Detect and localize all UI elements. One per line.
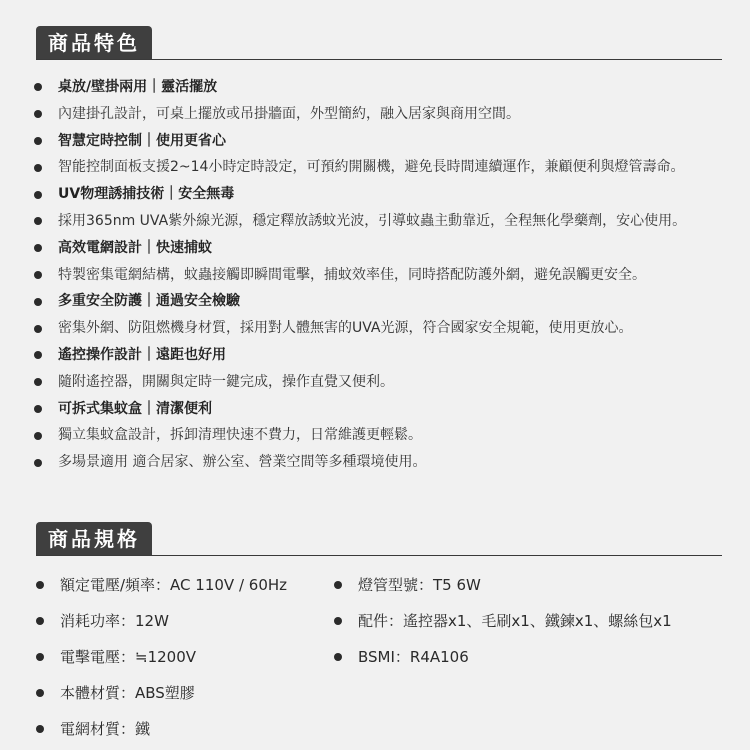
spec-item-left: [36, 606, 169, 636]
bullet-icon: [34, 271, 42, 279]
bullet-icon: [34, 432, 42, 440]
bullet-icon: [34, 351, 42, 359]
feature-text: UV物理誘捕技術｜安全無毒: [58, 186, 235, 203]
feature-text: 獨立集蚊盒設計，拆卸清理快速不費力，日常維護更輕鬆。: [58, 427, 422, 444]
bullet-icon: [34, 459, 42, 467]
feature-text: 智能控制面板支援2~14小時定時設定，可預約開關機，避免長時間連續運作，兼顧便利與燈管壽命。: [58, 159, 685, 176]
bullet-icon: [34, 298, 42, 306]
feature-text: 多場景適用 適合居家、辦公室、營業空間等多種環境使用。: [58, 454, 427, 471]
feature-heading: [34, 342, 734, 369]
feature-text: 智慧定時控制｜使用更省心: [58, 132, 226, 149]
bullet-icon: [36, 725, 44, 733]
spec-text: 額定電壓/頻率：AC 110V / 60Hz: [60, 576, 288, 594]
spec-item-right: [334, 606, 672, 636]
feature-text: 高效電網設計｜快速捕蚊: [58, 239, 212, 256]
spec-text: 配件：遙控器x1、毛刷x1、鐵鍊x1、螺絲包x1: [358, 612, 672, 630]
feature-description: [34, 369, 734, 396]
feature-heading: [34, 288, 734, 315]
spec-text: 電擊電壓：≒1200V: [60, 648, 197, 666]
feature-text: 桌放/壁掛兩用｜靈活擺放: [58, 79, 218, 95]
spec-text: 電網材質：鐵: [60, 720, 151, 738]
spec-text: BSMI：R4A106: [358, 648, 469, 666]
feature-text: 隨附遙控器，開關與定時一鍵完成，操作直覺又便利。: [58, 373, 394, 390]
feature-heading: [34, 128, 734, 155]
feature-text: 多重安全防護｜通過安全檢驗: [58, 293, 240, 310]
bullet-icon: [34, 244, 42, 252]
feature-text: 特製密集電網結構，蚊蟲接觸即瞬間電擊，捕蚊效率佳，同時搭配防護外網，避免誤觸更安全。: [58, 266, 646, 283]
spec-item-left: [36, 714, 150, 744]
bullet-icon: [36, 617, 44, 625]
spec-text: 燈管型號：T5 6W: [358, 576, 481, 594]
bullet-icon: [334, 581, 342, 589]
specs-section-header: [36, 518, 722, 558]
spec-item-left: [36, 678, 195, 708]
feature-description: [34, 154, 734, 181]
features-section-header: [36, 22, 722, 62]
specs-section-title: 商品規格: [36, 522, 152, 556]
feature-description: [34, 208, 734, 235]
features-list: [34, 74, 734, 476]
bullet-icon: [34, 378, 42, 386]
bullet-icon: [34, 164, 42, 172]
feature-description: [34, 422, 734, 449]
features-section-title: 商品特色: [36, 26, 152, 60]
bullet-icon: [34, 405, 42, 413]
feature-description: [34, 449, 734, 476]
bullet-icon: [34, 137, 42, 145]
spec-item-right: [334, 642, 469, 672]
feature-description: [34, 315, 734, 342]
spec-text: 消耗功率：12W: [60, 612, 169, 630]
bullet-icon: [36, 653, 44, 661]
bullet-icon: [34, 191, 42, 199]
spec-item-left: [36, 642, 196, 672]
feature-heading: [34, 74, 734, 101]
feature-text: 密集外網、防阻燃機身材質，採用對人體無害的UVA光源，符合國家安全規範，使用更放心。: [58, 320, 633, 337]
bullet-icon: [34, 110, 42, 118]
feature-description: [34, 101, 734, 128]
bullet-icon: [34, 217, 42, 225]
feature-text: 遙控操作設計｜遠距也好用: [58, 346, 226, 363]
divider: [36, 59, 722, 60]
bullet-icon: [36, 689, 44, 697]
spec-item-right: [334, 570, 481, 600]
feature-heading: [34, 181, 734, 208]
feature-text: 內建掛孔設計，可桌上擺放或吊掛牆面，外型簡約，融入居家與商用空間。: [58, 105, 520, 122]
bullet-icon: [334, 653, 342, 661]
feature-heading: [34, 396, 734, 423]
bullet-icon: [36, 581, 44, 589]
bullet-icon: [34, 83, 42, 91]
spec-item-left: [36, 570, 287, 600]
divider: [36, 555, 722, 556]
feature-heading: [34, 235, 734, 262]
feature-description: [34, 262, 734, 289]
bullet-icon: [334, 617, 342, 625]
feature-text: 可拆式集蚊盒｜清潔便利: [58, 400, 212, 417]
spec-text: 本體材質：ABS塑膠: [60, 684, 195, 702]
bullet-icon: [34, 325, 42, 333]
feature-text: 採用365nm UVA紫外線光源，穩定釋放誘蚊光波，引導蚊蟲主動靠近，全程無化學藥劑，安心使用。: [58, 212, 687, 229]
